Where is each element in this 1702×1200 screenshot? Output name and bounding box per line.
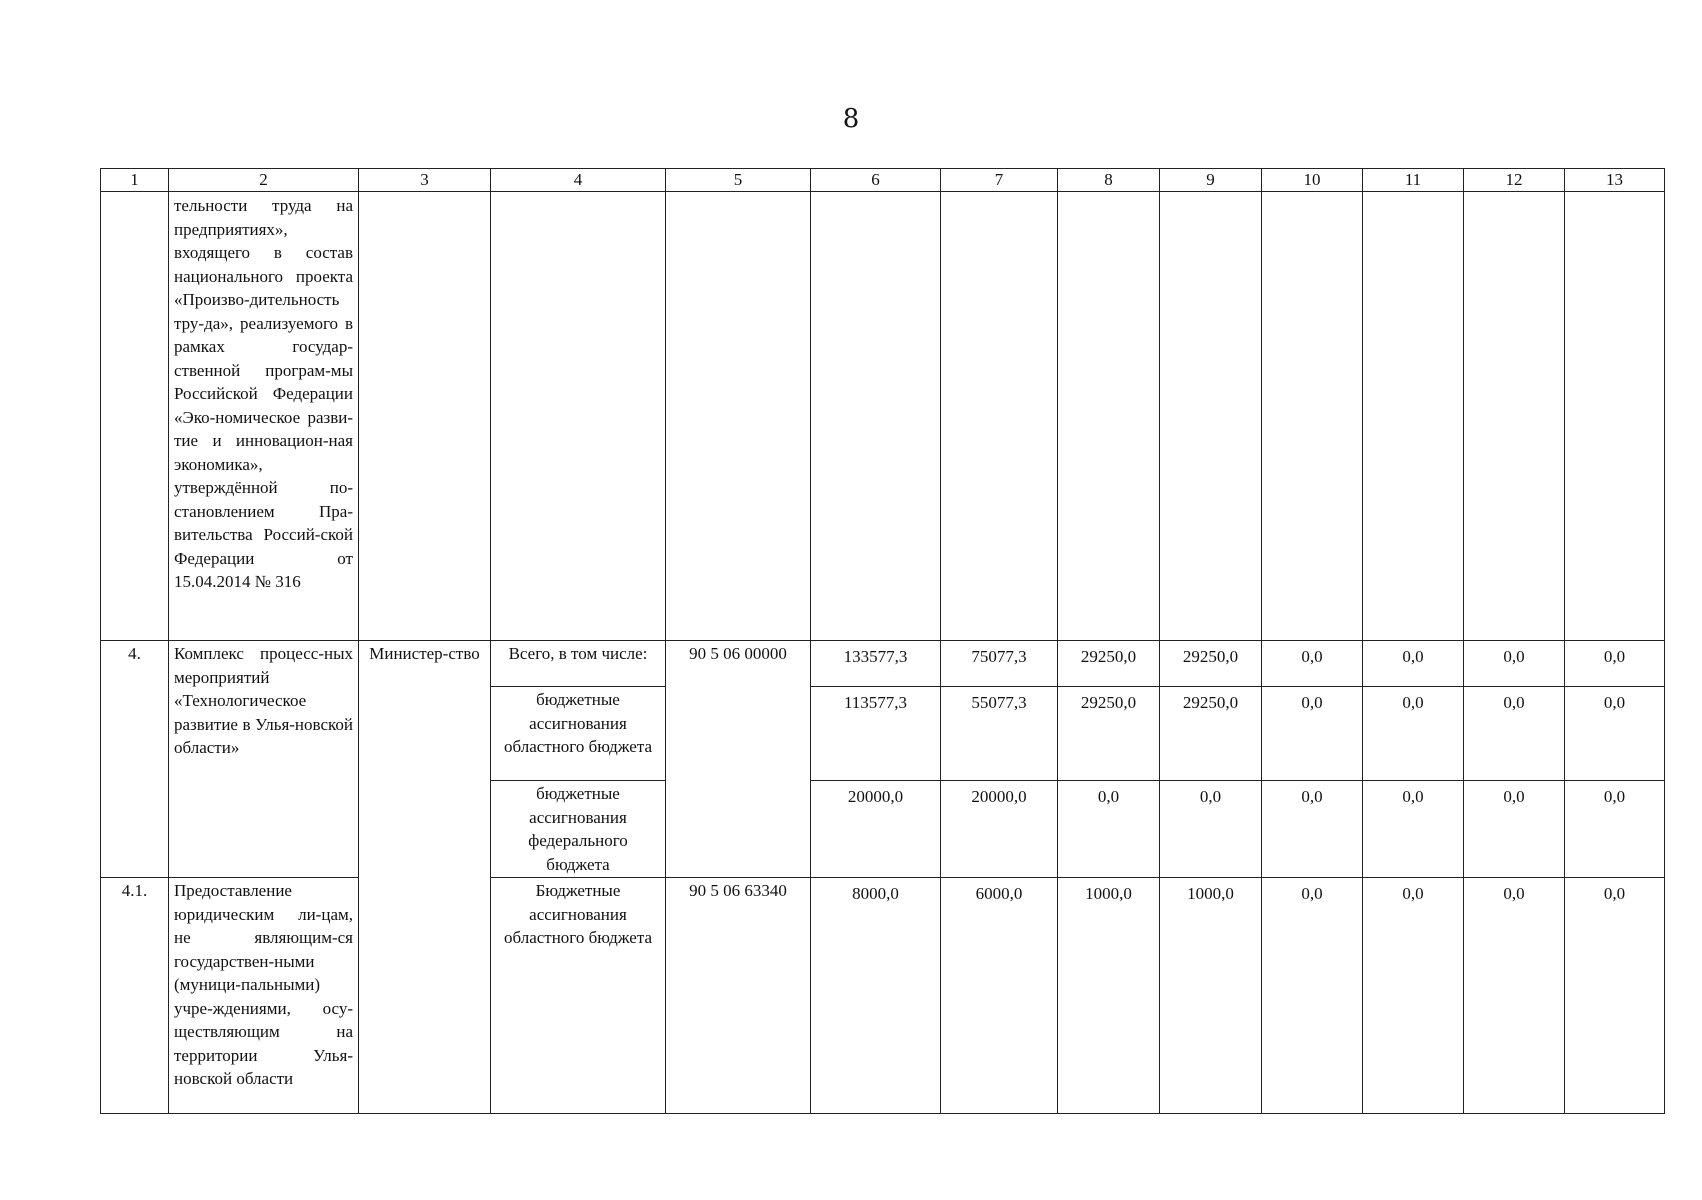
amount-cell: 0,0 (1058, 781, 1160, 878)
amount-cell: 6000,0 (941, 878, 1058, 1114)
column-number: 13 (1565, 169, 1665, 192)
amount-cell: 0,0 (1464, 687, 1565, 781)
funding-source: Всего, в том числе: (491, 641, 666, 687)
measure-name: Комплекс процесс-ных мероприятий «Технологическое развитие в Улья-новской области» (169, 641, 359, 878)
column-number: 10 (1262, 169, 1363, 192)
amount-cell: 113577,3 (811, 687, 941, 781)
table-row (101, 192, 1665, 641)
column-number: 11 (1363, 169, 1464, 192)
amount-cell: 29250,0 (1058, 641, 1160, 687)
amount-cell: 0,0 (1262, 878, 1363, 1114)
column-number: 12 (1464, 169, 1565, 192)
amount-cell: 0,0 (1464, 781, 1565, 878)
amount-cell: 0,0 (1565, 781, 1665, 878)
amount-cell: 0,0 (1160, 781, 1262, 878)
funding-source: бюджетные ассигнования федерального бюджета (491, 781, 666, 878)
amount-cell: 20000,0 (811, 781, 941, 878)
column-number: 7 (941, 169, 1058, 192)
column-number: 6 (811, 169, 941, 192)
amount-cell: 0,0 (1363, 687, 1464, 781)
funding-source: Бюджетные ассигнования областного бюджета (491, 878, 666, 1114)
amount-cell: 0,0 (1262, 781, 1363, 878)
table-row (101, 878, 1665, 1114)
amount-cell: 55077,3 (941, 687, 1058, 781)
column-number: 3 (359, 169, 491, 192)
amount-cell: 0,0 (1464, 641, 1565, 687)
measure-name: Предоставление юридическим ли-цам, не являющим-ся государствен-ными (муници-пальными) учре-ждениями, осу-ществляющим на территории Улья-новской области (169, 878, 359, 1114)
page-number: 8 (842, 104, 860, 134)
amount-cell: 1000,0 (1160, 878, 1262, 1114)
amount-cell: 0,0 (1363, 781, 1464, 878)
column-number: 9 (1160, 169, 1262, 192)
column-number: 1 (101, 169, 169, 192)
amount-cell: 8000,0 (811, 878, 941, 1114)
amount-cell: 0,0 (1363, 641, 1464, 687)
amount-cell: 20000,0 (941, 781, 1058, 878)
funding-source: бюджетные ассигнования областного бюджета (491, 687, 666, 781)
amount-cell: 0,0 (1565, 687, 1665, 781)
executor: Министер-ство (359, 641, 491, 1114)
budget-table (100, 168, 1665, 1114)
table-row (101, 641, 1665, 687)
amount-cell: 0,0 (1565, 641, 1665, 687)
column-number: 4 (491, 169, 666, 192)
amount-cell: 0,0 (1363, 878, 1464, 1114)
amount-cell: 0,0 (1464, 878, 1565, 1114)
amount-cell: 0,0 (1262, 687, 1363, 781)
row-number: 4. (101, 641, 169, 878)
column-number: 2 (169, 169, 359, 192)
amount-cell: 1000,0 (1058, 878, 1160, 1114)
column-number: 5 (666, 169, 811, 192)
amount-cell: 29250,0 (1160, 687, 1262, 781)
budget-code: 90 5 06 00000 (666, 641, 811, 878)
row-number: 4.1. (101, 878, 169, 1114)
amount-cell: 29250,0 (1058, 687, 1160, 781)
amount-cell: 75077,3 (941, 641, 1058, 687)
continued-measure-name: тельности труда на предприятиях», входящего в состав национального проекта «Произво-дительность тру-да», реализуемого в рамках государ-ственной програм-мы Российской Федерации «Эко-номическое разви-тие и инновацион-ная экономика», утверждённой по-становлением Пра-вительства Россий-ской Федерации от 15.04.2014 № 316 (169, 192, 359, 641)
amount-cell: 29250,0 (1160, 641, 1262, 687)
amount-cell: 0,0 (1565, 878, 1665, 1114)
amount-cell: 133577,3 (811, 641, 941, 687)
column-number-row (101, 169, 1665, 192)
amount-cell: 0,0 (1262, 641, 1363, 687)
budget-code: 90 5 06 63340 (666, 878, 811, 1114)
column-number: 8 (1058, 169, 1160, 192)
